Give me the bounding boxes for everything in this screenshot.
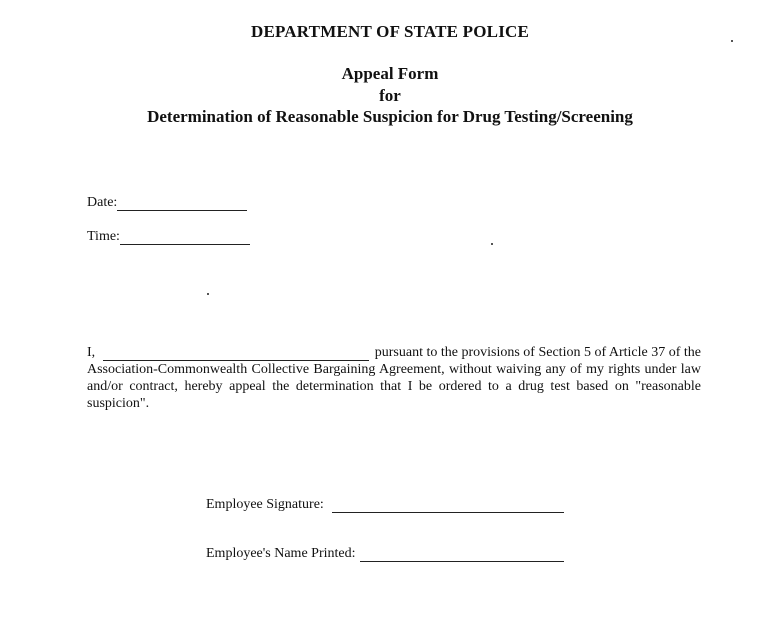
- form-title-for: for: [379, 86, 401, 105]
- statement-first-line: [87, 344, 701, 361]
- signature-row: [206, 497, 564, 513]
- form-title: Appeal Form: [341, 64, 439, 83]
- employee-name-blank-line[interactable]: [103, 346, 369, 361]
- statement-lead: I,: [87, 345, 96, 360]
- department-heading: DEPARTMENT OF STATE POLICE: [250, 22, 530, 41]
- scan-speck: [207, 293, 209, 295]
- time-field-row: [87, 229, 250, 245]
- signature-blank-line[interactable]: [332, 498, 564, 513]
- form-subject: Determination of Reasonable Suspicion for Drug Testing/Screening: [147, 107, 633, 126]
- statement-line1-text: pursuant to the provisions of Section 5 of Article 37 of the: [374, 345, 701, 360]
- date-label: Date:: [87, 195, 118, 210]
- printed-name-row: [206, 546, 564, 562]
- scan-speck: [731, 40, 733, 42]
- appeal-statement: [87, 344, 701, 412]
- date-field-row: [87, 195, 247, 211]
- statement-body: Association-Commonwealth Collective Bargaining Agreement, without waiving any of my rights under law and/or contract, hereby appeal the determination that I be ordered to a drug test based on "reasonable suspicion".: [87, 362, 701, 411]
- printed-name-label: Employee's Name Printed:: [206, 546, 356, 561]
- printed-name-blank-line[interactable]: [360, 547, 564, 562]
- time-blank-line[interactable]: [120, 230, 250, 245]
- scan-speck: [491, 243, 493, 245]
- signature-label: Employee Signature:: [206, 497, 324, 512]
- time-label: Time:: [87, 229, 120, 244]
- date-blank-line[interactable]: [117, 196, 247, 211]
